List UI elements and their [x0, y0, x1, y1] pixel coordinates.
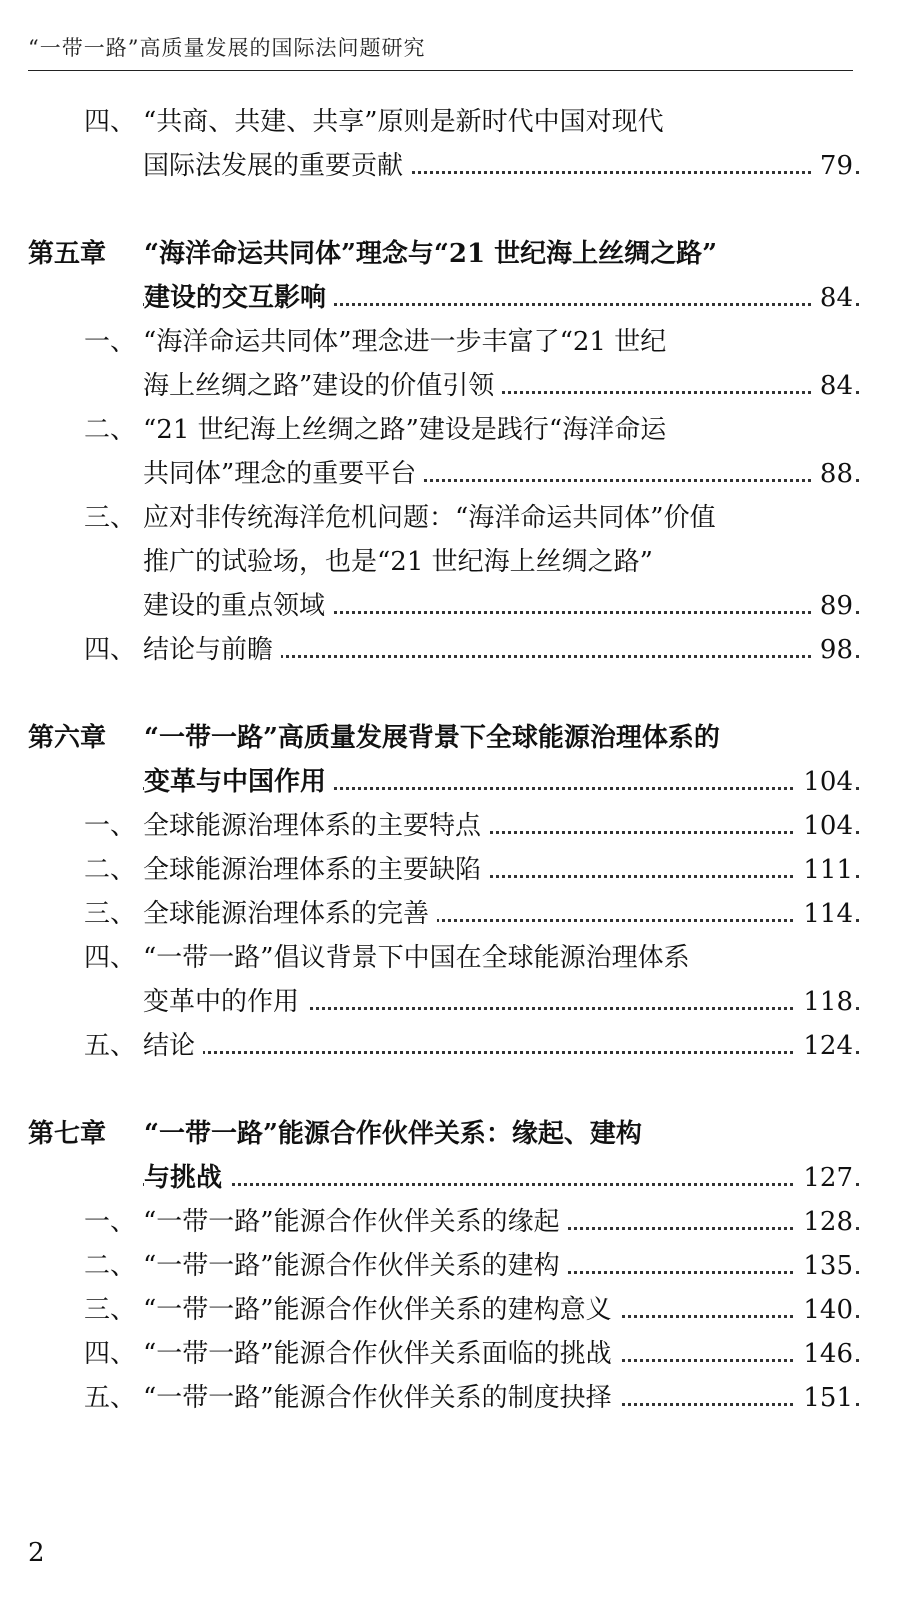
page-ref: 84 — [812, 364, 853, 408]
section-number: 三、 — [84, 1288, 144, 1332]
section-title: 国际法发展的重要贡献 — [143, 144, 411, 188]
section-number: 一、 — [84, 804, 144, 848]
chapter-heading — [0, 232, 899, 276]
toc-entry[interactable] — [0, 364, 899, 408]
chapter-label: 第七章 — [28, 1112, 114, 1156]
toc-entry[interactable] — [0, 1024, 899, 1068]
page-ref: 128 — [795, 1200, 853, 1244]
section-number: 二、 — [84, 1244, 144, 1288]
page-ref: 140 — [795, 1288, 853, 1332]
section-title: “一带一路”倡议背景下中国在全球能源治理体系 — [143, 936, 698, 980]
section-number: 四、 — [84, 1332, 144, 1376]
toc-entry[interactable] — [0, 1288, 899, 1332]
section-title: 应对非传统海洋危机问题：“海洋命运共同体”价值 — [143, 496, 724, 540]
toc-entry — [0, 100, 899, 144]
page-ref: 89 — [812, 584, 853, 628]
section-title: “一带一路”能源合作伙伴关系的建构意义 — [143, 1288, 620, 1332]
toc-entry — [0, 408, 899, 452]
section-title: 结论与前瞻 — [143, 628, 281, 672]
toc-entry[interactable] — [0, 628, 899, 672]
chapter-title: 与挑战 — [144, 1156, 230, 1200]
chapter-heading[interactable] — [0, 760, 899, 804]
section-number: 四、 — [84, 936, 144, 980]
section-title: “21 世纪海上丝绸之路”建设是践行“海洋命运 — [143, 408, 674, 452]
page-ref: 118 — [795, 980, 853, 1024]
section-number: 四、 — [84, 100, 144, 144]
page-ref: 84 — [812, 276, 853, 320]
dot-leader — [143, 1156, 859, 1200]
page-ref: 79 — [812, 144, 853, 188]
section-number: 三、 — [84, 892, 144, 936]
chapter-label: 第五章 — [28, 232, 114, 276]
dot-leader — [143, 1024, 859, 1068]
header-rule — [28, 70, 853, 71]
page-ref: 127 — [795, 1156, 853, 1200]
toc-entry — [0, 540, 899, 584]
page-ref: 151 — [795, 1376, 853, 1420]
section-title: “一带一路”能源合作伙伴关系面临的挑战 — [143, 1332, 620, 1376]
section-title: 海上丝绸之路”建设的价值引领 — [143, 364, 502, 408]
toc-entry[interactable] — [0, 1244, 899, 1288]
page-ref: 135 — [795, 1244, 853, 1288]
section-title: “一带一路”能源合作伙伴关系的建构 — [143, 1244, 568, 1288]
page-ref: 111 — [795, 848, 853, 892]
section-title: “一带一路”能源合作伙伴关系的制度抉择 — [143, 1376, 620, 1420]
page-ref: 88 — [812, 452, 853, 496]
toc-entry[interactable] — [0, 1376, 899, 1420]
running-head: “一带一路”高质量发展的国际法问题研究 — [28, 36, 426, 60]
table-of-contents — [0, 100, 899, 1420]
page-ref: 124 — [795, 1024, 853, 1068]
toc-entry[interactable] — [0, 892, 899, 936]
chapter-title: 建设的交互影响 — [144, 276, 334, 320]
section-title: 全球能源治理体系的主要缺陷 — [143, 848, 489, 892]
toc-entry[interactable] — [0, 584, 899, 628]
toc-entry[interactable] — [0, 1332, 899, 1376]
toc-entry[interactable] — [0, 980, 899, 1024]
page-ref: 146 — [795, 1332, 853, 1376]
chapter-heading[interactable] — [0, 276, 899, 320]
section-number: 一、 — [84, 320, 144, 364]
chapter-title: “海洋命运共同体”理念与“21 世纪海上丝绸之路” — [144, 232, 725, 276]
toc-entry[interactable] — [0, 452, 899, 496]
section-title: 推广的试验场，也是“21 世纪海上丝绸之路” — [143, 540, 661, 584]
toc-entry[interactable] — [0, 804, 899, 848]
page-ref: 104 — [795, 760, 853, 804]
section-number: 一、 — [84, 1200, 144, 1244]
section-number: 二、 — [84, 408, 144, 452]
toc-entry — [0, 320, 899, 364]
section-title: 结论 — [143, 1024, 203, 1068]
chapter-title: 变革与中国作用 — [144, 760, 334, 804]
toc-entry[interactable] — [0, 848, 899, 892]
section-title: “海洋命运共同体”理念进一步丰富了“21 世纪 — [143, 320, 674, 364]
toc-entry — [0, 496, 899, 540]
section-title: “一带一路”能源合作伙伴关系的缘起 — [143, 1200, 568, 1244]
toc-entry[interactable] — [0, 144, 899, 188]
section-number: 五、 — [84, 1024, 144, 1068]
section-number: 三、 — [84, 496, 144, 540]
page-ref: 98 — [812, 628, 853, 672]
section-number: 二、 — [84, 848, 144, 892]
toc-entry — [0, 936, 899, 980]
chapter-heading — [0, 716, 899, 760]
chapter-label: 第六章 — [28, 716, 114, 760]
chapter-title: “一带一路”高质量发展背景下全球能源治理体系的 — [144, 716, 728, 760]
page-ref: 104 — [795, 804, 853, 848]
page-ref: 114 — [795, 892, 853, 936]
section-title: 变革中的作用 — [143, 980, 307, 1024]
chapter-title: “一带一路”能源合作伙伴关系：缘起、建构 — [144, 1112, 650, 1156]
page-number: 2 — [28, 1538, 45, 1568]
section-number: 四、 — [84, 628, 144, 672]
chapter-heading — [0, 1112, 899, 1156]
chapter-heading[interactable] — [0, 1156, 899, 1200]
section-title: 建设的重点领域 — [143, 584, 333, 628]
section-title: 全球能源治理体系的主要特点 — [143, 804, 489, 848]
section-number: 五、 — [84, 1376, 144, 1420]
section-title: “共商、共建、共享”原则是新时代中国对现代 — [143, 100, 672, 144]
toc-entry[interactable] — [0, 1200, 899, 1244]
section-title: 全球能源治理体系的完善 — [143, 892, 437, 936]
section-title: 共同体”理念的重要平台 — [143, 452, 424, 496]
